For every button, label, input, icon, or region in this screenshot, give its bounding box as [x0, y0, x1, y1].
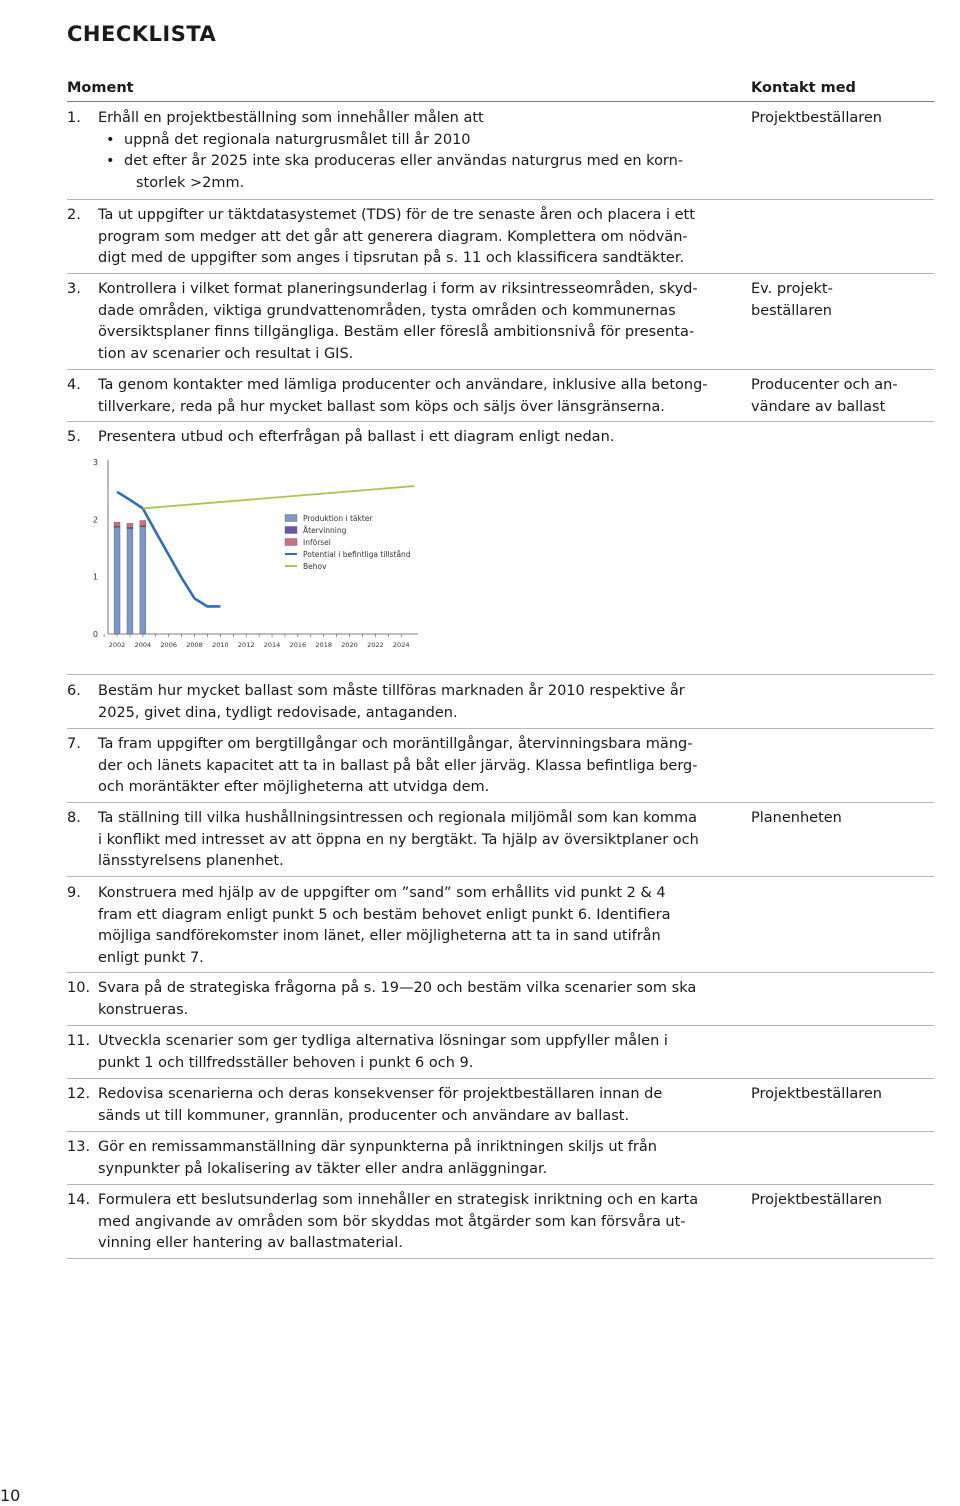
x-tick-label: 2004: [134, 641, 152, 649]
item-number: 14.: [67, 1192, 91, 1208]
legend-label: Behov: [303, 562, 327, 571]
contact-item-3: Ev. projekt- beställaren: [751, 281, 833, 319]
row-divider: [67, 1131, 934, 1132]
row-divider: [67, 1184, 934, 1185]
row-divider: [67, 421, 934, 422]
checklist-item-13: 13. Gör en remissammanställning där synpunkterna på inriktningen skiljs ut från synpunkter på lokalisering av täkter eller andra anläggningar.: [67, 1139, 657, 1177]
y-tick-label: 1: [92, 572, 98, 582]
bullet-item: • det efter år 2025 inte ska produceras eller användas naturgrus med en korn- storlek >2mm.: [106, 153, 684, 191]
page-title: CHECKLISTA: [67, 22, 217, 46]
legend-swatch: [285, 527, 297, 534]
checklist-item-3: 3. Kontrollera i vilket format planeringsunderlag i form av riksintresseområden, skyd- dade områden, viktiga grundvattenområden, tysta områden och kommunernas översiktsplaner finns tillgängliga. Bestäm eller föreslå ambitionsnivå för presenta- tion av scenarier och resultat i GIS.: [67, 281, 698, 362]
x-tick-label: 2006: [160, 641, 177, 649]
item-number: 2.: [67, 207, 81, 223]
contact-item-14: Projektbeställaren: [751, 1192, 882, 1208]
x-tick-label: 2014: [263, 641, 281, 649]
checklist-item-14: 14. Formulera ett beslutsunderlag som innehåller en strategisk inriktning och en karta med angivande av områden som bör skyddas mot åtgärder som kan försvåra ut- vinning eller hantering av ballastmaterial.: [67, 1192, 699, 1251]
bar-produktion-i-täkter: [140, 527, 146, 634]
legend-label: Potential i befintliga tillstånd: [303, 550, 411, 559]
row-divider: [67, 199, 934, 200]
checklist-item-6: 6. Bestäm hur mycket ballast som måste tillföras marknaden år 2010 respektive år 2025, givet dina, tydligt redovisade, antaganden.: [67, 683, 685, 721]
row-divider: [67, 802, 934, 803]
row-divider: [67, 1025, 934, 1026]
item-number: 7.: [67, 736, 81, 752]
row-divider: [67, 1078, 934, 1079]
contact-item-4: Producenter och an- vändare av ballast: [751, 377, 898, 415]
x-tick-label: 2016: [289, 641, 307, 649]
y-tick-label: 2: [92, 515, 98, 525]
checklist-item-5: 5. Presentera utbud och efterfrågan på ballast i ett diagram enligt nedan.: [67, 427, 727, 449]
x-tick-label: 2018: [315, 641, 332, 649]
item-number: 5.: [67, 429, 81, 445]
bar-återvinning: [114, 526, 120, 527]
checklist-item-12: 12. Redovisa scenarierna och deras konsekvenser för projektbeställaren innan de sänds ut till kommuner, grannlän, producenter och användare av ballast.: [67, 1086, 663, 1124]
legend-swatch: [285, 515, 297, 522]
line-behov: [143, 486, 414, 508]
item-text: Erhåll en projektbeställning som innehåller målen att: [98, 110, 484, 126]
checklist-item-7: 7. Ta fram uppgifter om bergtillgångar och moräntillgångar, återvinningsbara mäng- der och länets kapacitet att ta in ballast på båt eller järväg. Klassa befintliga berg- och moräntäkter efter möjligheterna att utvidga dem.: [67, 736, 698, 795]
bar-återvinning: [127, 527, 133, 528]
contact-item-12: Projektbeställaren: [751, 1086, 882, 1102]
item-number: 8.: [67, 810, 81, 826]
checklist-item-9: 9. Konstruera med hjälp av de uppgifter om ”sand” som erhållits vid punkt 2 & 4 fram ett diagram enligt punkt 5 och bestäm behovet enligt punkt 6. Identifiera möjliga sandförekomster inom länet, eller möjligheterna att ta in sand utifrån enligt punkt 7.: [67, 885, 671, 966]
bar-införsel: [140, 520, 146, 525]
column-header-contact: Kontakt med: [751, 80, 856, 96]
item-number: 6.: [67, 683, 81, 699]
item-number: 13.: [67, 1139, 91, 1155]
checklist-item-1: [67, 108, 727, 194]
bar-införsel: [127, 523, 133, 527]
item-number: 1.: [67, 110, 81, 126]
row-divider: [67, 273, 934, 274]
bullet-item: • uppnå det regionala naturgrusmålet till år 2010: [98, 130, 727, 152]
item-number: 4.: [67, 377, 81, 393]
y-tick-label: 3: [92, 458, 98, 467]
x-tick-label: 2010: [212, 641, 229, 649]
bar-produktion-i-täkter: [114, 527, 120, 634]
x-tick-label: 2008: [186, 641, 203, 649]
x-tick-label: 2024: [392, 641, 410, 649]
bar-införsel: [114, 522, 120, 526]
x-tick-label: 2012: [237, 641, 255, 649]
checklist-item-2: 2. Ta ut uppgifter ur täktdatasystemet (TDS) för de tre senaste åren och placera i ett program som medger att det går att generera diagram. Komplettera om nödvän- digt med de uppgifter som anges i tipsrutan på s. 11 och klassificera sandtäkter.: [67, 207, 695, 266]
x-tick-label: 2020: [341, 641, 358, 649]
checklist-item-11: 11. Utveckla scenarier som ger tydliga alternativa lösningar som uppfyller målen i punkt 1 och tillfredsställer behoven i punkt 6 och 9.: [67, 1033, 668, 1071]
item-number: 10.: [67, 980, 91, 996]
checklist-item-10: 10. Svara på de strategiska frågorna på s. 19—20 och bestäm vilka scenarier som ska konstrueras.: [67, 980, 697, 1018]
row-divider: [67, 1258, 934, 1259]
legend-label: Införsel: [303, 538, 331, 547]
item-number: 3.: [67, 281, 81, 297]
header-rule: [67, 101, 934, 102]
bullet-icon: •: [106, 153, 115, 169]
column-header-moment: Moment: [67, 80, 134, 96]
checklist-item-4: 4. Ta genom kontakter med lämliga producenter och användare, inklusive alla betong- tillverkare, reda på hur mycket ballast som köps och säljs över länsgränserna.: [67, 377, 708, 415]
row-divider: [67, 972, 934, 973]
item-number: 12.: [67, 1086, 91, 1102]
checklist-item-8: 8. Ta ställning till vilka hushållningsintressen och regionala miljömål som kan komma i konflikt med intresset av att öppna en ny bergtäkt. Ta hjälp av översiktplaner och länsstyrelsens planenhet.: [67, 810, 699, 869]
row-divider: [67, 728, 934, 729]
legend-label: Återvinning: [303, 526, 347, 535]
row-divider: [67, 674, 934, 675]
item-number: 11.: [67, 1033, 91, 1049]
item-number: 9.: [67, 885, 81, 901]
x-tick-label: 2002: [108, 641, 126, 649]
y-tick-label: 0: [92, 630, 98, 639]
legend-label: Produktion i täkter: [303, 514, 373, 523]
bar-produktion-i-täkter: [127, 529, 133, 634]
x-tick-label: 2022: [367, 641, 384, 649]
legend-swatch: [285, 539, 297, 546]
contact-item-1: Projektbeställaren: [751, 110, 882, 126]
supply-demand-chart: [80, 450, 440, 660]
bullet-icon: •: [106, 131, 115, 148]
page-number: 10: [0, 1486, 21, 1505]
row-divider: [67, 876, 934, 877]
bar-återvinning: [140, 526, 146, 527]
contact-item-8: Planenheten: [751, 810, 842, 826]
row-divider: [67, 369, 934, 370]
